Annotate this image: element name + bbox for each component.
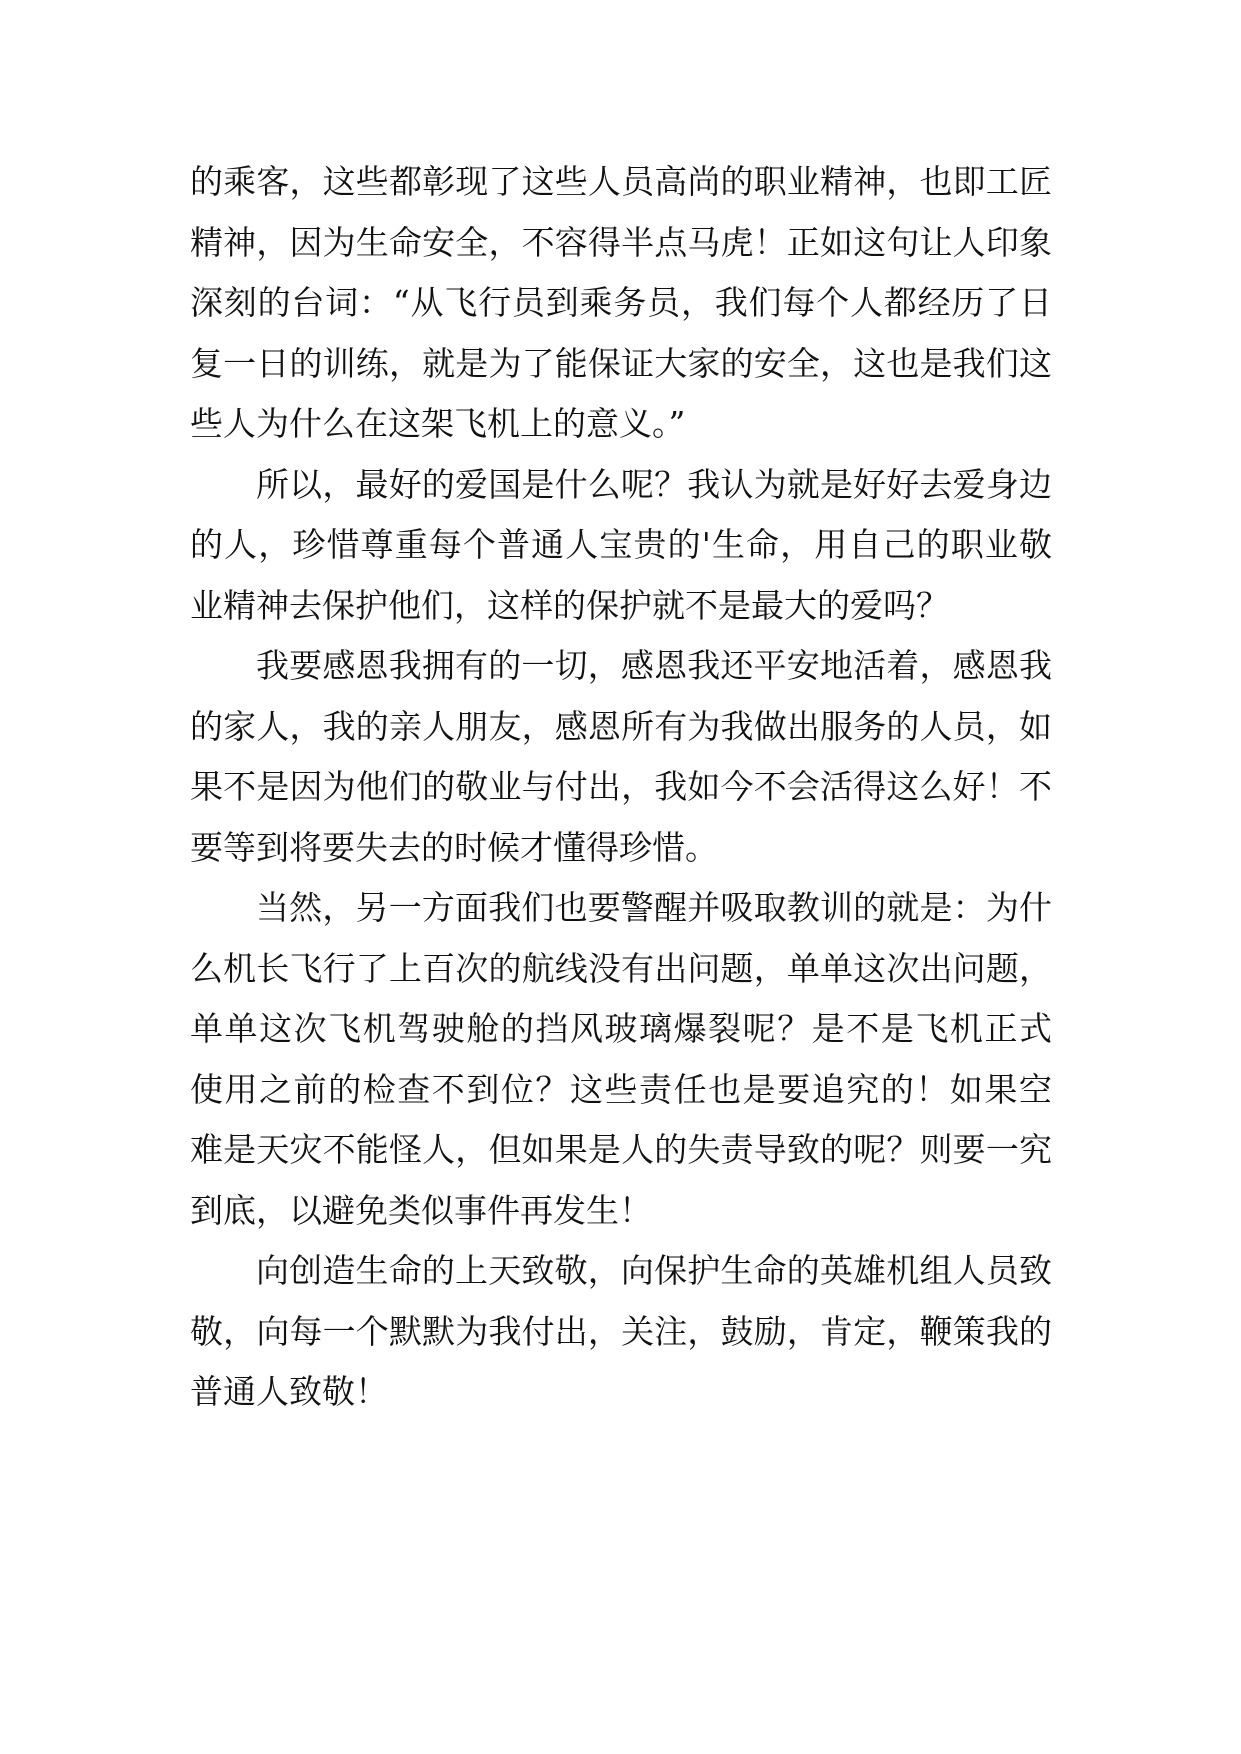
document-body xyxy=(190,152,1052,1423)
text-line: 果不是因为他们的敬业与付出，我如今不会活得这么好！不 xyxy=(190,767,1052,806)
text-line: 敬，向每一个默默为我付出，关注，鼓励，肯定，鞭策我的 xyxy=(190,1311,1052,1351)
paragraph-first-line: 所以，最好的爱国是什么呢？我认为就是好好去爱身边 xyxy=(256,464,1052,504)
text-line: 复一日的训练，就是为了能保证大家的安全，这也是我们这 xyxy=(190,343,1052,383)
text-line: 普通人致敬！ xyxy=(190,1372,388,1411)
text-line: 难是天灾不能怪人，但如果是人的失责导致的呢？则要一究 xyxy=(190,1130,1052,1169)
text-line: 些人为什么在这架飞机上的意义。” xyxy=(190,404,686,443)
text-line: 单单这次飞机驾驶舱的挡风玻璃爆裂呢？是不是飞机正式 xyxy=(190,1009,1052,1048)
text-line: 精神，因为生命安全，不容得半点马虎！正如这句让人印象 xyxy=(190,222,1052,262)
text-line: 深刻的台词：“从飞行员到乘务员，我们每个人都经历了日 xyxy=(190,283,1052,322)
text-line: 业精神去保护他们，这样的保护就不是最大的爱吗？ xyxy=(190,585,949,625)
text-line: 使用之前的检查不到位？这些责任也是要追究的！如果空 xyxy=(190,1069,1052,1109)
text-line: 到底，以避免类似事件再发生！ xyxy=(190,1190,652,1230)
paragraph-first-line: 我要感恩我拥有的一切，感恩我还平安地活着，感恩我 xyxy=(256,646,1052,685)
text-line: 的人，珍惜尊重每个普通人宝贵的'生命，用自己的职业敬 xyxy=(190,525,1052,564)
text-line: 要等到将要失去的时候才懂得珍惜。 xyxy=(190,827,718,867)
paragraph-first-line: 当然，另一方面我们也要警醒并吸取教训的就是：为什 xyxy=(256,888,1052,927)
text-line: 么机长飞行了上百次的航线没有出问题，单单这次出问题， xyxy=(190,948,1052,988)
paragraph-first-line: 向创造生命的上天致敬，向保护生命的英雄机组人员致 xyxy=(256,1251,1052,1290)
text-line: 的家人，我的亲人朋友，感恩所有为我做出服务的人员，如 xyxy=(190,706,1052,746)
text-line: 的乘客，这些都彰现了这些人员高尚的职业精神，也即工匠 xyxy=(190,162,1052,201)
